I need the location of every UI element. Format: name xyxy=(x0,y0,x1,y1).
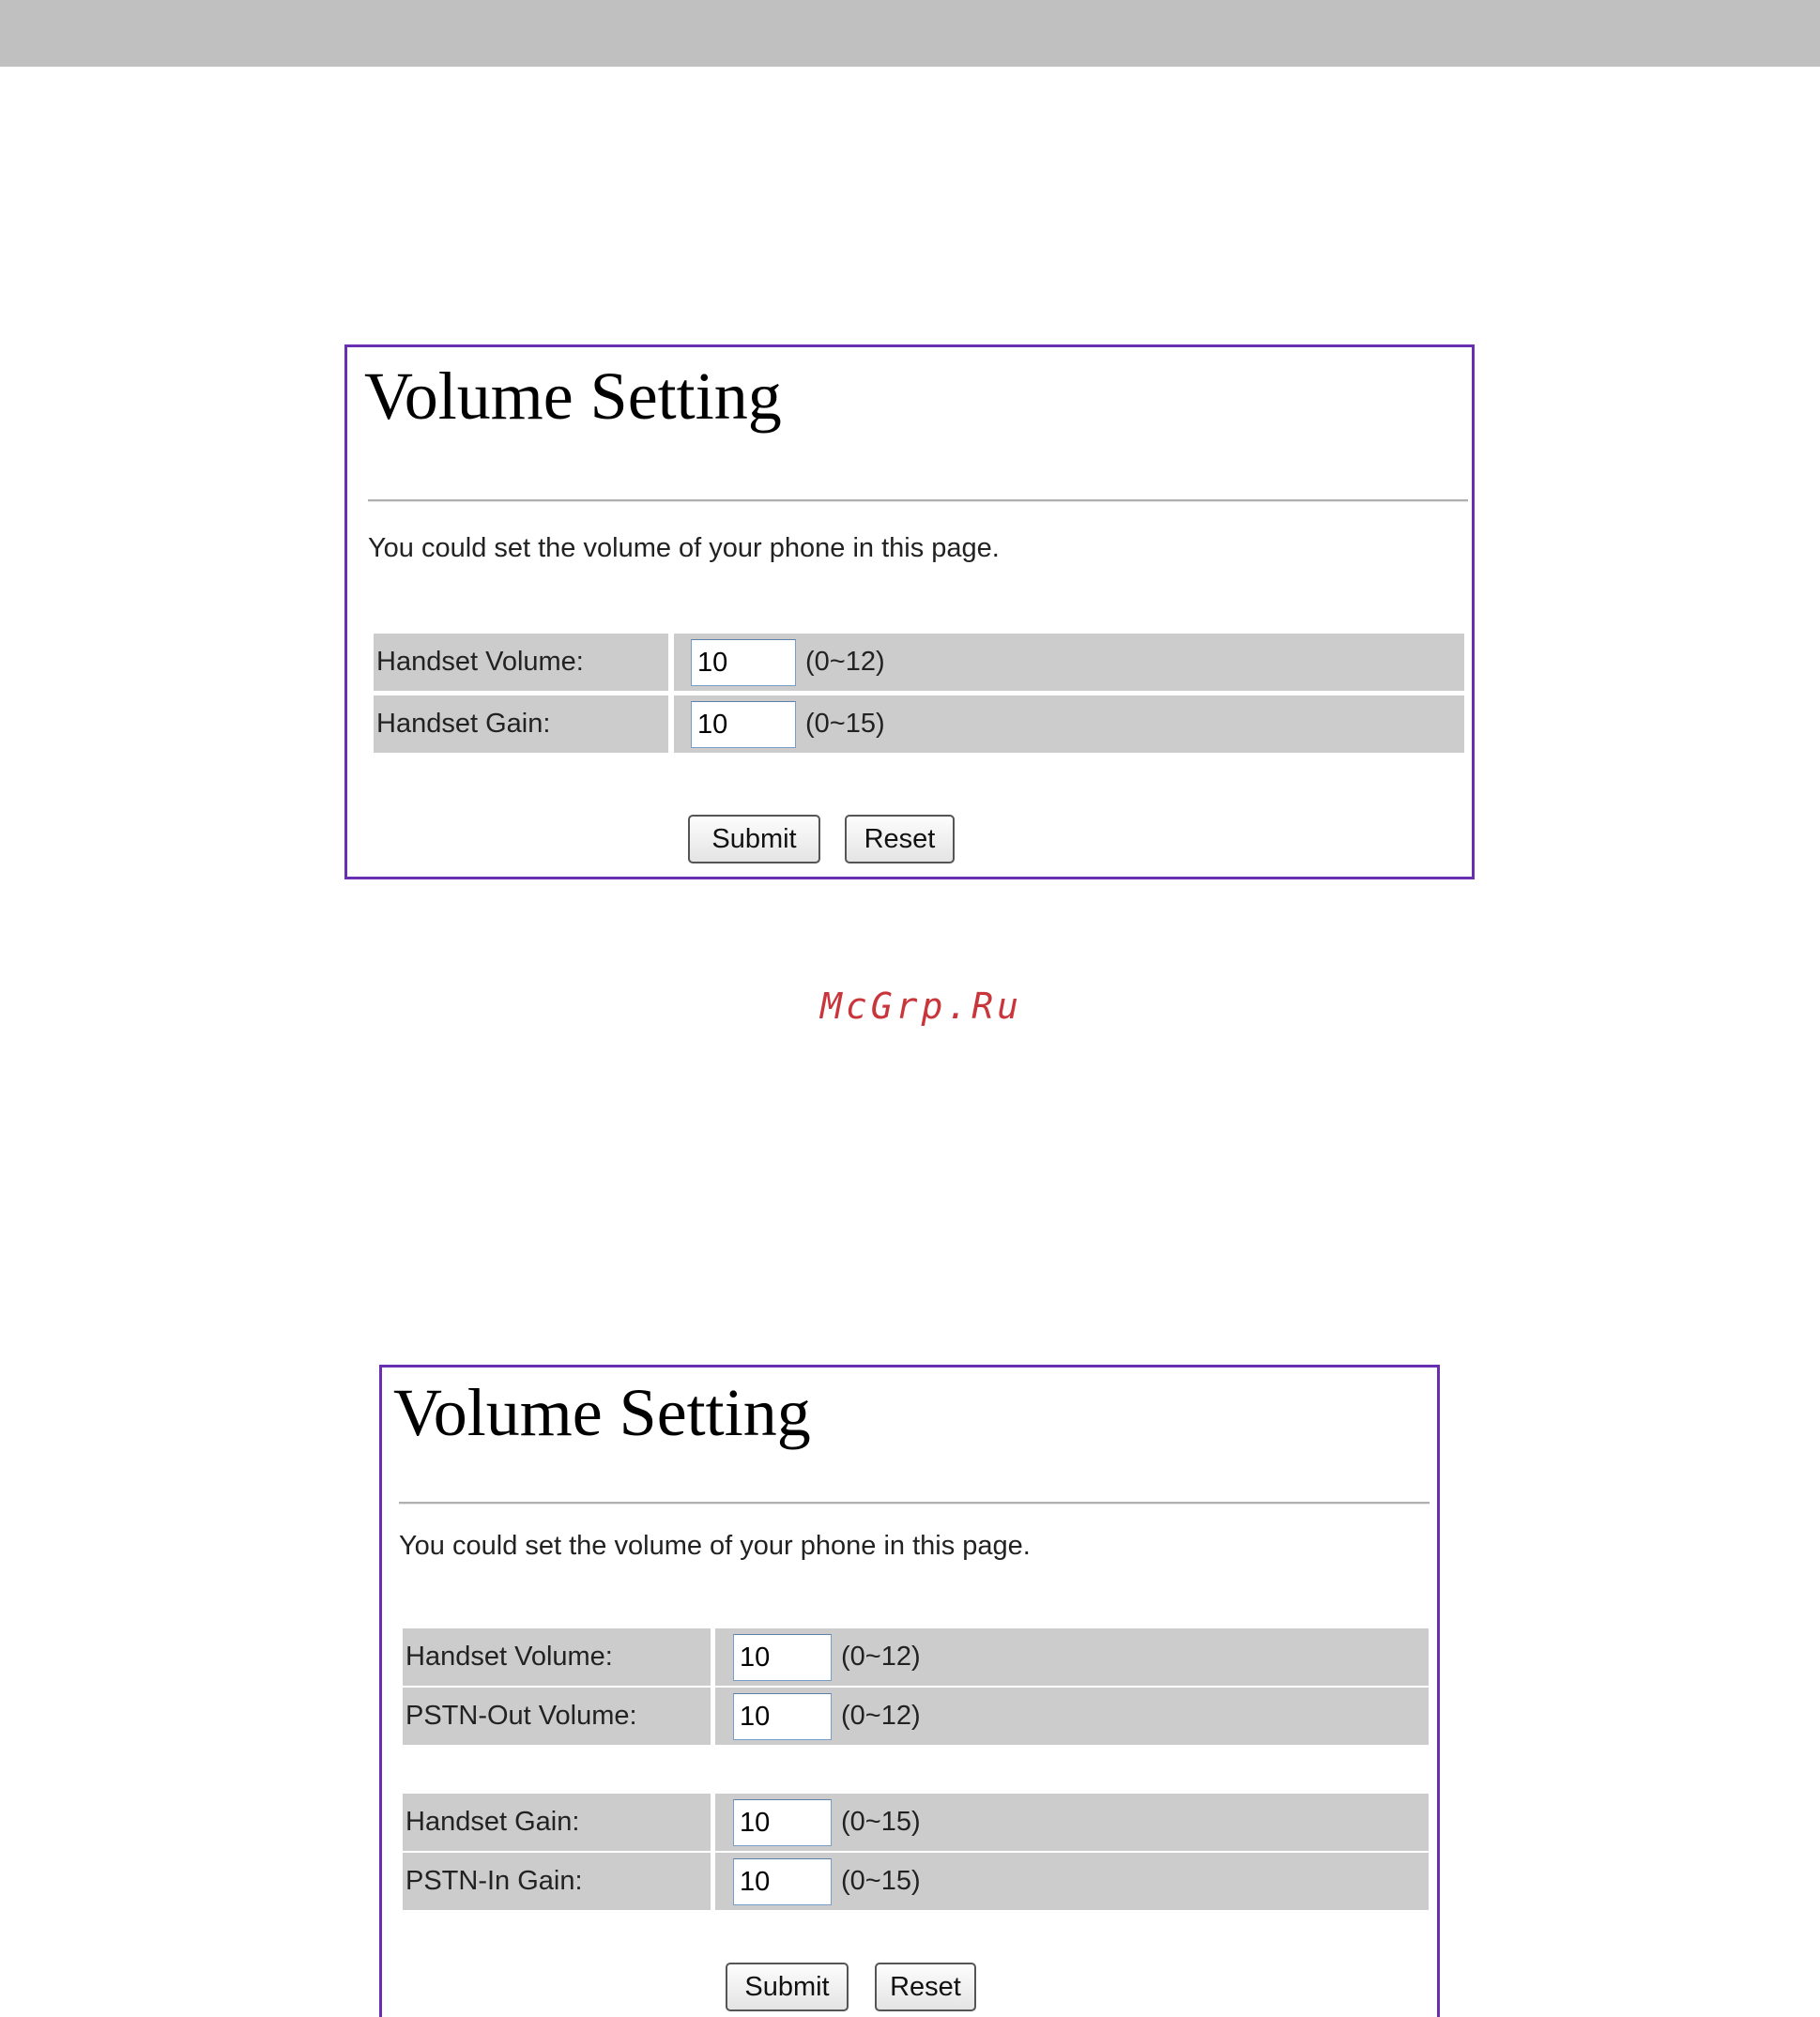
settings-row-pstn-in-gain xyxy=(403,1853,1429,1910)
reset-button[interactable]: Reset xyxy=(845,815,955,863)
submit-button[interactable]: Submit xyxy=(688,815,820,863)
settings-row-pstn-out-volume xyxy=(403,1688,1429,1745)
row-label: PSTN-Out Volume: xyxy=(403,1688,711,1745)
page-description: You could set the volume of your phone in this page. xyxy=(399,1531,1031,1561)
settings-row-handset-gain xyxy=(374,695,1464,753)
reset-button[interactable]: Reset xyxy=(875,1963,976,2011)
submit-button[interactable]: Submit xyxy=(726,1963,849,2011)
range-hint: (0~12) xyxy=(805,647,885,677)
range-hint: (0~12) xyxy=(841,1642,921,1672)
divider xyxy=(399,1502,1430,1505)
range-hint: (0~15) xyxy=(841,1866,921,1896)
settings-row-handset-volume xyxy=(374,634,1464,691)
range-hint: (0~12) xyxy=(841,1701,921,1731)
watermark-text: McGrp.Ru xyxy=(820,986,1023,1027)
top-gray-bar xyxy=(0,0,1820,67)
page-title: Volume Setting xyxy=(364,359,782,434)
row-label: Handset Volume: xyxy=(374,634,668,691)
row-label: Handset Volume: xyxy=(403,1628,711,1686)
row-label: Handset Gain: xyxy=(403,1794,711,1851)
divider xyxy=(368,499,1468,502)
settings-row-handset-gain xyxy=(403,1794,1429,1851)
pstn-in-gain-input[interactable] xyxy=(733,1858,832,1905)
row-label: Handset Gain: xyxy=(374,695,668,753)
handset-gain-input[interactable] xyxy=(691,701,796,748)
row-label: PSTN-In Gain: xyxy=(403,1853,711,1910)
pstn-out-volume-input[interactable] xyxy=(733,1693,832,1740)
handset-volume-input[interactable] xyxy=(691,639,796,686)
settings-row-handset-volume xyxy=(403,1628,1429,1686)
range-hint: (0~15) xyxy=(805,709,885,739)
page-title: Volume Setting xyxy=(393,1375,811,1450)
page-description: You could set the volume of your phone in this page. xyxy=(368,533,1000,563)
handset-gain-input[interactable] xyxy=(733,1799,832,1846)
handset-volume-input[interactable] xyxy=(733,1634,832,1681)
volume-setting-panel-2 xyxy=(379,1365,1440,2017)
range-hint: (0~15) xyxy=(841,1807,921,1837)
volume-setting-panel-1 xyxy=(344,344,1475,879)
